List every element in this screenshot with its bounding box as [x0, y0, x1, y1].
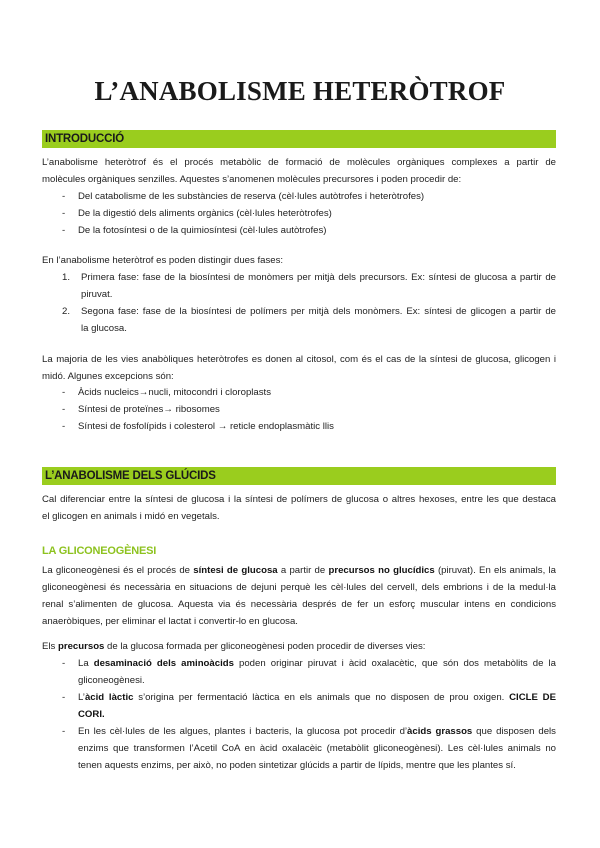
- text-run: de la glucosa formada per gliconeogènesi poden procedir de diverses vies:: [104, 641, 426, 652]
- list-item-text: De la fotosíntesi o de la quimiosíntesi (cèl·lules autòtrofes): [78, 225, 327, 236]
- intro-paragraph-line-1: L’anabolisme heteròtrof és el procés metabòlic de formació de molècules orgàniques complexes a partir de: [42, 157, 556, 168]
- text-run: En les cèl·lules de les algues, plantes i bacteris, la glucosa pot procedir d’: [78, 726, 408, 737]
- bullet-dash: -: [62, 726, 66, 737]
- list-item-text: Síntesi de proteïnes→ ribosomes: [78, 404, 220, 415]
- text-run: a partir de: [277, 565, 329, 576]
- list-item-text: [78, 723, 556, 740]
- text-run: poden originar piruvat i àcid oxalacètic, que són dos metabòlits de la: [233, 658, 556, 669]
- numbered-item-text: Segona fase: fase de la biosíntesi de polímers per mitjà dels monòmers. Ex: síntesi de glicogen a partir de: [81, 306, 556, 317]
- numbered-item-text: la glucosa.: [81, 323, 127, 334]
- bold-term: CORI.: [78, 709, 105, 720]
- text-run: s’origina per fermentació làctica en els animals que no disposen de prou oxigen.: [133, 692, 510, 703]
- number-marker: 1.: [62, 272, 71, 283]
- list-item-text: [78, 706, 556, 723]
- gliconeogenesi-line-1: [42, 562, 556, 579]
- bullet-dash: -: [62, 387, 66, 398]
- numbered-item-text: piruvat.: [81, 289, 113, 300]
- bold-term: àcids grassos: [407, 726, 473, 737]
- number-marker: 2.: [62, 306, 71, 317]
- page-title: L’ANABOLISME HETERÒTROF: [94, 76, 506, 106]
- list-item-text: [78, 689, 556, 706]
- section-heading-introduccio: [42, 130, 556, 148]
- list-item-text: Àcids nucleics→nucli, mitocondri i cloroplasts: [78, 387, 272, 398]
- text-run: La gliconeogènesi és el procés de: [42, 565, 194, 576]
- bullet-dash: -: [62, 421, 66, 432]
- bullet-dash: -: [62, 658, 66, 669]
- list-item-text: enzims que transformen l’Acetil CoA en àcid oxalacèic (metabòlit gliconeogènesi). Les cèl·lules animals no: [78, 743, 556, 754]
- glucids-paragraph-line-1: Cal diferenciar entre la síntesi de glucosa i la síntesi de polímers de glucosa o altres hexoses, entre les que destaca: [42, 494, 556, 505]
- phases-intro: En l’anabolisme heteròtrof es poden distingir dues fases:: [42, 255, 284, 266]
- bold-term: desaminació dels aminoàcids: [93, 658, 234, 669]
- section-heading-anabolisme-glucids: [42, 467, 556, 485]
- subsection-heading-gliconeogenesi: LA GLICONEOGÈNESI: [42, 545, 157, 557]
- text-run: La: [78, 658, 94, 669]
- text-run: (piruvat). En els animals, la: [434, 565, 556, 576]
- cytosol-paragraph-line-1: La majoria de les vies anabòliques heteròtrofes es donen al citosol, com és el cas de la síntesi de glucosa, glicogen i: [42, 354, 556, 365]
- list-item-text: tenen aquests enzims, per això, no poden sintetizar glúcids a partir de lípids, mentre que les plantes sí.: [78, 760, 516, 771]
- text-run: L’: [78, 692, 85, 703]
- glucids-paragraph-line-2: el glicogen en animals i midó en vegetals.: [42, 511, 220, 522]
- section-heading-text: INTRODUCCIÓ: [45, 133, 124, 145]
- list-item-text: Del catabolisme de les substàncies de reserva (cèl·lules autòtrofes i heteròtrofes): [78, 191, 425, 202]
- bullet-dash: -: [62, 208, 66, 219]
- list-item-text: [78, 655, 556, 672]
- list-item-text: De la digestió dels aliments orgànics (cèl·lules heteròtrofes): [78, 208, 332, 219]
- section-heading-text: L’ANABOLISME DELS GLÚCIDS: [45, 470, 216, 482]
- bullet-dash: -: [62, 191, 66, 202]
- bold-term: àcid làctic: [84, 692, 134, 703]
- bold-term: CICLE DE: [509, 692, 556, 703]
- gliconeogenesi-line-4: anaeròbiques, per eliminar el lactat i convertir-lo en glucosa.: [42, 616, 298, 627]
- bullet-dash: -: [62, 692, 66, 703]
- bullet-dash: -: [62, 225, 66, 236]
- bold-term: síntesi de glucosa: [193, 565, 278, 576]
- list-item-text: gliconeogènesi.: [78, 675, 145, 686]
- numbered-item-text: Primera fase: fase de la biosíntesi de monòmers per mitjà dels precursors. Ex: síntesi de glucosa a partir de: [81, 272, 556, 283]
- bold-term: precursos: [58, 641, 105, 652]
- precursors-intro: [42, 638, 556, 655]
- text-run: que disposen dels: [472, 726, 556, 737]
- gliconeogenesi-line-2: gliconeogènesi és necessària en situacions de dejuni perquè les cèl·lules del cervell, dels embrions i de la medul·la: [42, 582, 556, 593]
- bold-term: precursos no glucídics: [328, 565, 435, 576]
- gliconeogenesi-line-3: renal s’alimenten de glucosa. Aquesta via és necessària després de fer un esforç muscular intens en condicions: [42, 599, 556, 610]
- bullet-dash: -: [62, 404, 66, 415]
- text-run: Els: [42, 641, 58, 652]
- list-item-text: Síntesi de fosfolípids i colesterol → reticle endoplasmàtic llis: [78, 421, 334, 432]
- intro-paragraph-line-2: molècules orgàniques senzilles. Aquestes s’anomenen molècules precursores i poden procedir de:: [42, 174, 462, 185]
- cytosol-paragraph-line-2: midó. Algunes excepcions són:: [42, 371, 174, 382]
